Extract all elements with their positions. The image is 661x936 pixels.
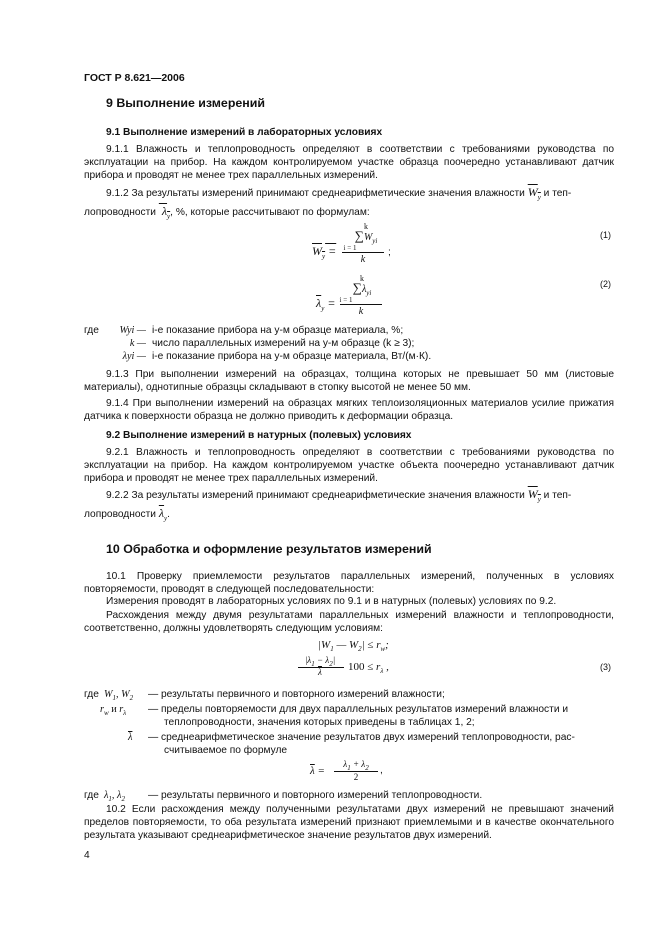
where-symbol-l1-l2: $\lambda_1$, $\lambda_2$: [104, 790, 125, 804]
lambda-bar-symbol: $\lambda_y$: [158, 204, 171, 221]
paragraph-10-1-b: Измерения проводят в лабораторных условиях по 9.1 и в натурных (полевых) условиях по 9.2.: [106, 596, 557, 607]
paragraph-9-2-1: 9.2.1 Влажность и теплопроводность определяют в соответствии с требованиями руководства по эксплуатации на прибор. На каждом контролируемом участке объекта поочередно устанавливают датчик прибора и проводят не менее трех параллельных измерений.: [84, 447, 614, 484]
where-def-lambda-yi: i-е показание прибора на y-м образце материала, Вт/(м·К).: [152, 351, 432, 362]
where-def-w1-w2: — результаты первичного и повторного измерений влажности;: [148, 689, 445, 700]
where-symbol-rw-rl: $r_w$ и $r_\lambda$: [100, 704, 127, 718]
section-9-title: 9 Выполнение измерений: [106, 96, 265, 110]
where-label: где: [84, 325, 99, 336]
where-symbol-lambda-bar: $\overline{\lambda}$: [128, 732, 133, 743]
paragraph-9-1-3: 9.1.3 При выполнении измерений на образцах, толщина которых не превышает 50 мм (листовые материалы), однотипные образцы складывают в стопку высотой не менее 50 мм.: [84, 369, 614, 393]
w-bar-symbol-2: $W_y$: [527, 487, 541, 504]
where-symbol-k: k —: [129, 338, 146, 349]
equation-number-3: (3): [600, 662, 611, 672]
paragraph-9-2-2-cont: лопроводности $\overline{\lambda}_y$.: [84, 506, 170, 523]
paragraph-10-2: 10.2 Если расхождения между полученными результатами двух измерений не превышают значений пределов повторяемости, то оба результата измерений признают приемлемыми и в качестве окончательного результата указывают среднеарифметическое значение результатов двух измерений.: [84, 804, 614, 841]
paragraph-9-1-1: 9.1.1 Влажность и теплопроводность определяют в соответствии с требованиями руководства по эксплуатации на прибор. На каждом контролируемом участке образца поочередно устанавливают датчик прибора и проводят не менее трех параллельных измерений.: [84, 144, 614, 181]
document-header: ГОСТ Р 8.621—2006: [84, 72, 185, 84]
formula-3a: $|W_1$ — $W_2| \le r_w$;: [318, 639, 389, 654]
paragraph-10-1: 10.1 Проверку приемлемости результатов параллельных измерений, полученных в условиях повторяемости, проводят в следующей последовательности:: [84, 571, 614, 595]
page-number: 4: [84, 850, 90, 861]
where-def-lambda-bar: — среднеарифметическое значение результатов двух измерений теплопроводности, рас-: [148, 732, 575, 743]
where-symbol-wyi: Wyi —: [119, 325, 146, 336]
formula-lambda-mean: $\overline{\lambda}$ = $\lambda_1 + \lambda_2$ 2 ,: [310, 759, 383, 782]
section-9-1-title: 9.1 Выполнение измерений в лабораторных условиях: [106, 127, 383, 138]
where-def-lambda-bar-cont: считываемое по формуле: [164, 745, 288, 756]
where-label-3: где: [84, 790, 99, 801]
formula-2: $\overline{\lambda}_y$ = k $\sum\lambda_{yi}$ i = 1 k: [310, 274, 430, 322]
where-symbol-w1-w2: $W_1$, $W_2$: [104, 689, 134, 703]
where-def-wyi: i-е показание прибора на y-м образце материала, %;: [152, 325, 404, 336]
equation-number-2: (2): [600, 279, 611, 289]
equation-number-1: (1): [600, 230, 611, 240]
paragraph-9-1-2-cont: лопроводности $\lambda_y$, %, которые рассчитывают по формулам:: [84, 204, 370, 221]
formula-1: $W_y$ = k $\sum W_{yi}$ i = 1 k ;: [312, 222, 391, 265]
where-def-rw-rl-cont: теплопроводности, значения которых приведены в таблицах 1, 2;: [164, 717, 475, 728]
where-def-k: число параллельных измерений на y-м образце (k ≥ 3);: [152, 338, 415, 349]
where-label-2: где: [84, 689, 99, 700]
paragraph-9-1-4: 9.1.4 При выполнении измерений на образцах мягких теплоизоляционных материалов усилие прижатия датчика к поверхности образца не должно приводить к деформации образца.: [84, 398, 614, 422]
paragraph-10-1-c: Расхождения между двумя результатами параллельных измерений влажности и теплопроводности, соответственно, должны удовлетворять следующим условиям:: [84, 610, 614, 634]
w-bar-symbol: $W_y$: [527, 185, 541, 202]
lambda-bar-symbol-2: $\overline{\lambda}_y$: [158, 506, 168, 523]
where-symbol-lambda-yi: λyi —: [122, 351, 146, 362]
paragraph-9-2-2: 9.2.2 За результаты измерений принимают среднеарифметические значения влажности $W_y$ и теп-: [106, 487, 572, 504]
paragraph-9-1-2: 9.1.2 За результаты измерений принимают среднеарифметические значения влажности $W_y$ и теп-: [106, 185, 572, 202]
where-def-l1-l2: — результаты первичного и повторного измерений теплопроводности.: [148, 790, 483, 801]
where-def-rw-rl: — пределы повторяемости для двух параллельных результатов измерений влажности и: [148, 704, 569, 715]
formula-3b: $|\lambda_1 - \lambda_2|$ $\overline{\lambda}$ $100 \le r_\lambda$ ,: [296, 655, 416, 685]
section-10-title: 10 Обработка и оформление результатов измерений: [106, 542, 432, 556]
section-9-2-title: 9.2 Выполнение измерений в натурных (полевых) условиях: [106, 430, 412, 441]
